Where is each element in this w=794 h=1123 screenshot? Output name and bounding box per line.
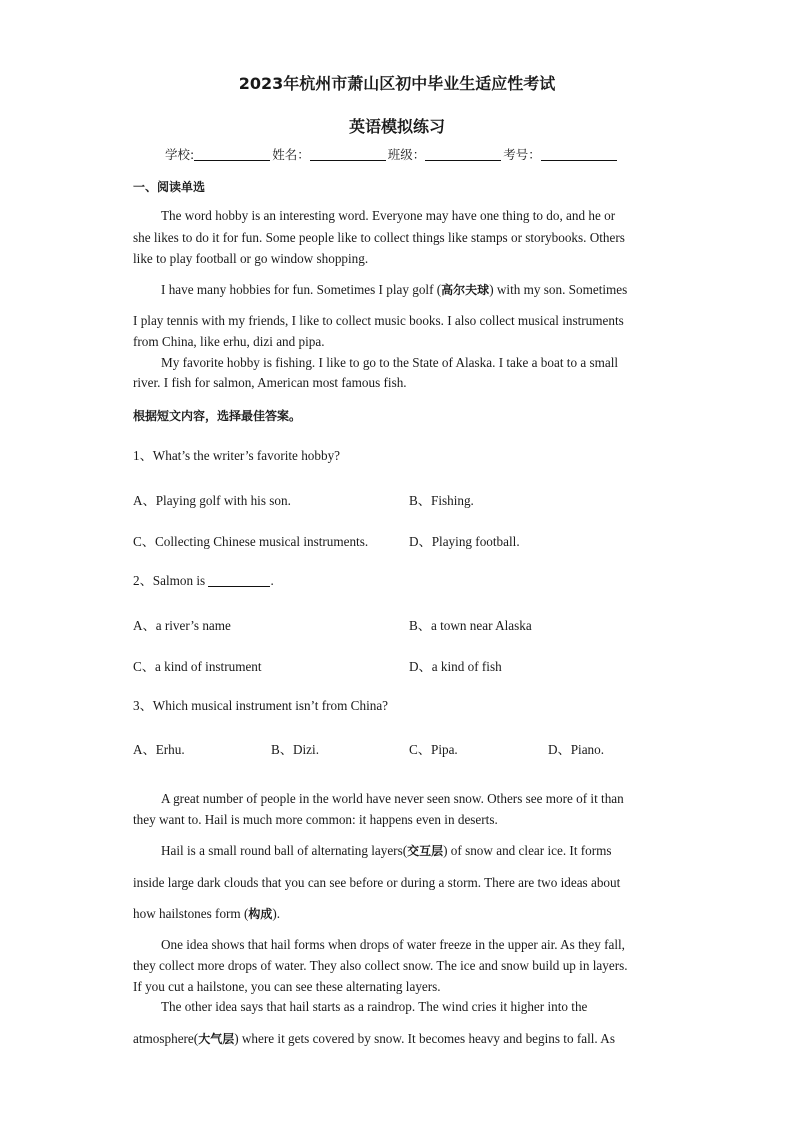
- passage2-line: inside large dark clouds that you can see before or during a storm. There are two ideas about: [133, 875, 621, 890]
- chinese-gloss: 大气层: [198, 1032, 235, 1046]
- school-label: 学校:: [165, 147, 195, 162]
- option-d[interactable]: D、a kind of fish: [409, 659, 502, 674]
- chinese-gloss: 构成: [248, 907, 273, 921]
- text-run: 2、Salmon is: [133, 573, 209, 588]
- passage1-line: The word hobby is an interesting word. Everyone may have one thing to do, and he or: [161, 208, 616, 223]
- class-blank[interactable]: [425, 147, 501, 161]
- option-c[interactable]: C、Pipa.: [409, 742, 458, 757]
- passage2-line: they collect more drops of water. They also collect snow. The ice and snow build up in layers.: [133, 958, 628, 973]
- text-run: ) of snow and clear ice. It forms: [443, 843, 612, 858]
- text-run: ).: [272, 906, 281, 921]
- passage1-line: she likes to do it for fun. Some people like to collect things like stamps or storybooks. Others: [133, 230, 625, 245]
- passage1-line: from China, like erhu, dizi and pipa.: [133, 334, 325, 349]
- chinese-gloss: 交互层: [407, 844, 444, 858]
- class-label: 班级：: [387, 147, 426, 162]
- chinese-gloss: 高尔夫球: [441, 283, 490, 297]
- passage1-line: like to play football or go window shopping.: [133, 251, 369, 266]
- passage2-line: they want to. Hail is much more common: it happens even in deserts.: [133, 812, 498, 827]
- option-a[interactable]: A、Playing golf with his son.: [133, 493, 291, 508]
- passage2-line: [133, 906, 280, 922]
- passage2-line: A great number of people in the world have never seen snow. Others see more of it than: [161, 791, 624, 806]
- option-c[interactable]: C、a kind of instrument: [133, 659, 262, 674]
- question-stem: [133, 573, 274, 589]
- passage2-line: If you cut a hailstone, you can see these alternating layers.: [133, 979, 441, 994]
- passage2-line: One idea shows that hail forms when drops of water freeze in the upper air. As they fall,: [161, 937, 625, 952]
- option-b[interactable]: B、Dizi.: [271, 742, 319, 757]
- option-b[interactable]: B、a town near Alaska: [409, 618, 532, 633]
- text-run: .: [270, 573, 274, 588]
- option-a[interactable]: A、Erhu.: [133, 742, 185, 757]
- option-d[interactable]: D、Piano.: [548, 742, 605, 757]
- section-heading: 一、阅读单选: [133, 180, 206, 194]
- text-run: how hailstones form (: [133, 906, 249, 921]
- name-label: 姓名：: [272, 147, 310, 162]
- text-run: Hail is a small round ball of alternating layers(: [161, 843, 408, 858]
- passage1-line: river. I fish for salmon, American most famous fish.: [133, 375, 407, 390]
- text-run: I have many hobbies for fun. Sometimes I play golf (: [161, 282, 442, 297]
- option-d[interactable]: D、Playing football.: [409, 534, 520, 549]
- student-info-row: [165, 145, 619, 163]
- name-blank[interactable]: [310, 147, 386, 161]
- text-run: ) where it gets covered by snow. It becomes heavy and begins to fall. As: [234, 1031, 615, 1046]
- question-stem: 1、What’s the writer’s favorite hobby?: [133, 448, 341, 463]
- answer-blank[interactable]: [208, 574, 270, 587]
- passage1-line: I play tennis with my friends, I like to collect music books. I also collect musical instruments: [133, 313, 624, 328]
- passage2-line: The other idea says that hail starts as a raindrop. The wind cries it higher into the: [161, 999, 588, 1014]
- exam-number-blank[interactable]: [541, 147, 617, 161]
- passage2-line: [161, 843, 612, 859]
- text-run: ) with my son. Sometimes: [489, 282, 628, 297]
- option-c[interactable]: C、Collecting Chinese musical instruments.: [133, 534, 369, 549]
- exam-number-label: 考号：: [503, 147, 541, 162]
- exam-title: 2023年杭州市萧山区初中毕业生适应性考试: [238, 74, 556, 93]
- passage2-line: [133, 1031, 615, 1047]
- instruction: 根据短文内容，选择最佳答案。: [133, 409, 302, 423]
- option-a[interactable]: A、a river’s name: [133, 618, 231, 633]
- option-b[interactable]: B、Fishing.: [409, 493, 474, 508]
- passage1-line: My favorite hobby is fishing. I like to go to the State of Alaska. I take a boat to a small: [161, 355, 619, 370]
- exam-subtitle: 英语模拟练习: [348, 117, 445, 136]
- passage1-line: [161, 282, 627, 298]
- text-run: atmosphere(: [133, 1031, 199, 1046]
- school-blank[interactable]: [194, 147, 270, 161]
- question-stem: 3、Which musical instrument isn’t from China?: [133, 698, 389, 713]
